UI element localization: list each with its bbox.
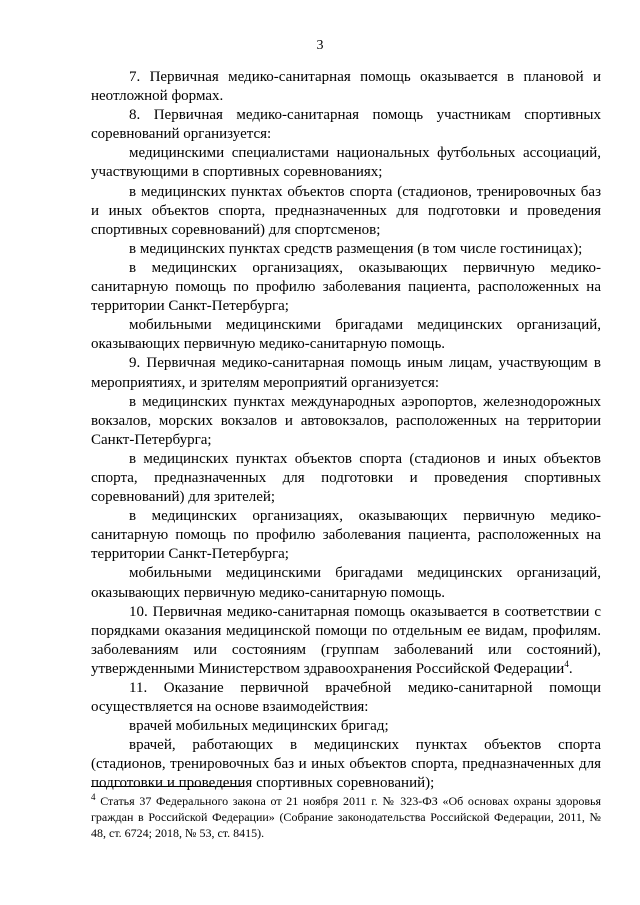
paragraph: 9. Первичная медико-санитарная помощь иным лицам, участвующим в мероприятиях, и зрителям мероприятий организуется: (91, 355, 601, 391)
paragraph-10-text: 10. Первичная медико-санитарная помощь оказывается в соответствии с порядками оказания медицинской помощи по отдельным ее видам, профилям. заболеваниям или состояниям (группам заболеваний или состояний), утвержденными Министерством здравоохранения Российской Федерации (91, 603, 601, 677)
footnote-marker: 4 (91, 792, 96, 802)
paragraph: в медицинских пунктах объектов спорта (стадионов и иных объектов спорта, предназначенных для подготовки и проведения спортивных соревнований) для зрителей; (91, 450, 601, 506)
paragraph: 11. Оказание первичной врачебной медико-санитарной помощи осуществляется на основе взаимодействия: (91, 680, 601, 716)
footnote-separator (91, 786, 243, 787)
document-body (91, 68, 601, 794)
paragraph: 7. Первичная медико-санитарная помощь оказывается в плановой и неотложной формах. (91, 69, 601, 105)
paragraph-10 (91, 603, 601, 679)
paragraph: мобильными медицинскими бригадами медицинских организаций, оказывающих первичную медико-санитарную помощь. (91, 317, 601, 353)
paragraph: врачей, работающих в медицинских пунктах объектов спорта (стадионов, тренировочных баз и иных объектов спорта, предназначенных для подготовки и проведения спортивных соревнований); (91, 737, 601, 792)
page-number: 3 (316, 38, 324, 53)
paragraph: врачей мобильных медицинских бригад; (129, 718, 389, 735)
footnote-paragraph (91, 793, 601, 841)
footnote (91, 793, 601, 841)
paragraph: мобильными медицинскими бригадами медицинских организаций, оказывающих первичную медико-санитарную помощь. (91, 565, 601, 601)
paragraph: в медицинских организациях, оказывающих первичную медико-санитарную помощь по профилю заболевания пациента, расположенных на территории Санкт-Петербурга; (91, 259, 601, 315)
paragraph-10-end: . (568, 660, 573, 677)
paragraph: 8. Первичная медико-санитарная помощь участникам спортивных соревнований организуется: (91, 107, 601, 143)
paragraph: в медицинских организациях, оказывающих первичную медико-санитарную помощь по профилю заболевания пациента, расположенных на территории Санкт-Петербурга; (91, 508, 601, 563)
paragraph: в медицинских пунктах объектов спорта (стадионов, тренировочных баз и иных объектов спорта, предназначенных для подготовки и проведения спортивных соревнований) для спортсменов; (91, 183, 601, 238)
footnote-reference[interactable]: 4 (564, 658, 569, 669)
paragraph: медицинскими специалистами национальных футбольных ассоциаций, участвующими в спортивных соревнованиях; (91, 145, 601, 181)
footnote-text: Статья 37 Федерального закона от 21 ноября 2011 г. № 323-ФЗ «Об основах охраны здоровья граждан в Российской Федерации» (Собрание законодательства Российской Федерации, 2011, № 48, ст. 6724; 2018, № 53, ст. 8415). (91, 794, 601, 840)
paragraph: в медицинских пунктах международных аэропортов, железнодорожных вокзалов, морских вокзалов и автовокзалов, расположенных на территории Санкт-Петербурга; (91, 393, 601, 448)
paragraph: в медицинских пунктах средств размещения (в том числе гостиницах); (129, 240, 583, 257)
